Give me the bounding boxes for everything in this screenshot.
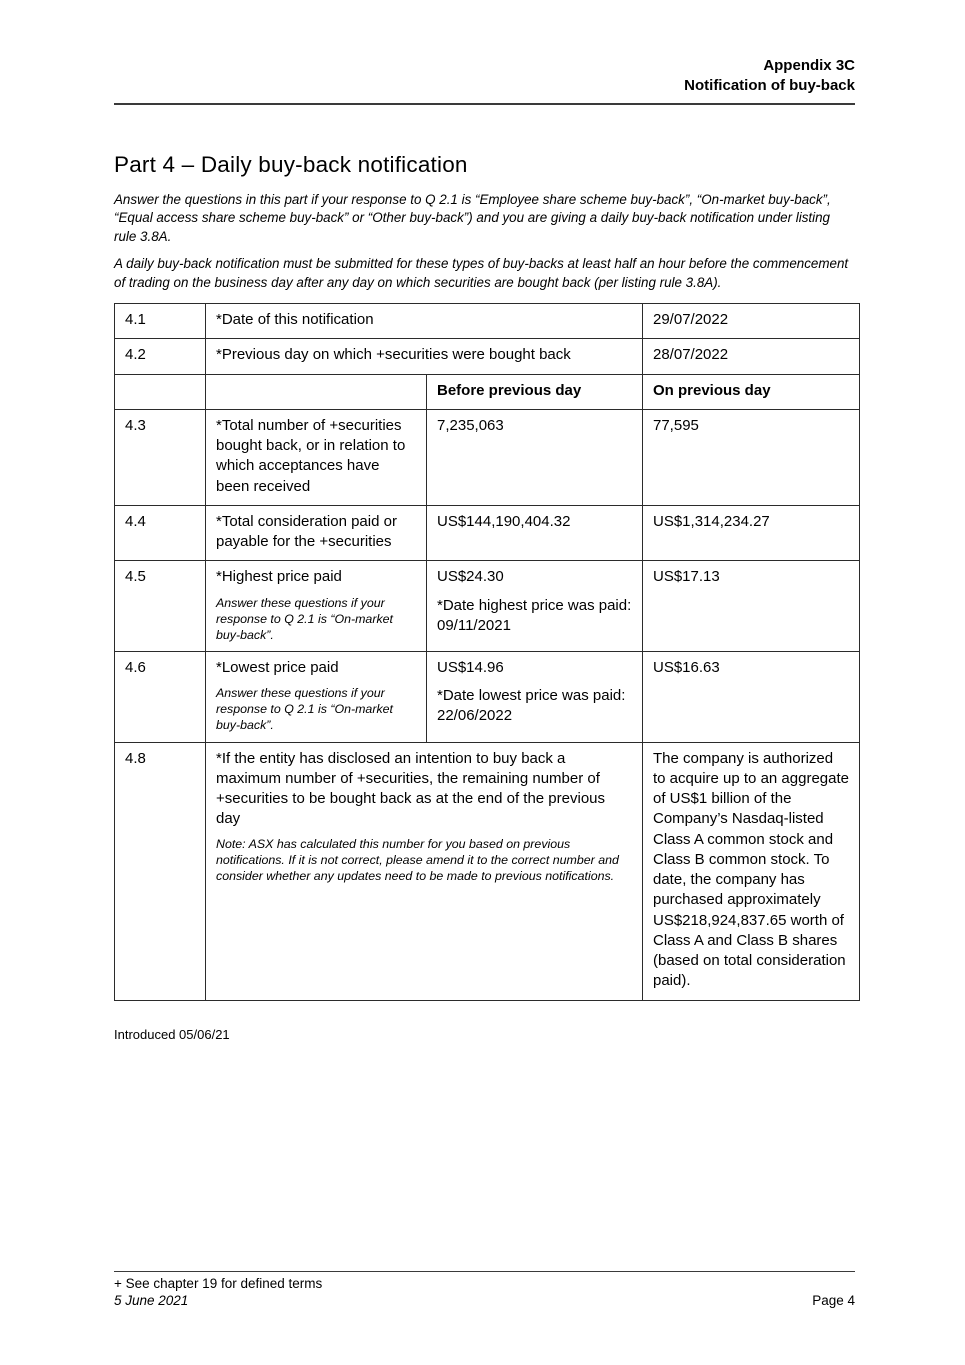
value-4-2: 28/07/2022 — [643, 339, 860, 374]
table-row-4-6 — [115, 651, 860, 742]
introduced-note: Introduced 05/06/21 — [114, 1026, 230, 1042]
intro-paragraph-2: A daily buy-back notification must be submitted for these types of buy-backs at least half an hour before the commencement of trading on the business day after any day on which securities are bought back (per listing rule 3.8A). — [114, 256, 849, 290]
value-4-1: 29/07/2022 — [643, 304, 860, 339]
value-4-6-on: US$16.63 — [643, 651, 860, 742]
item-number-4-8: 4.8 — [115, 742, 206, 1000]
header-empty-cell-2 — [206, 374, 427, 409]
table-row-4-3 — [115, 409, 860, 505]
value-4-6-before-price: US$14.96 — [437, 658, 504, 676]
header-divider — [114, 103, 855, 105]
table-row-4-4 — [115, 505, 860, 561]
page-content — [114, 0, 855, 1042]
question-4-6-note: Answer these questions if your response to Q 2.1 is “On-market buy-back”. — [216, 686, 393, 733]
footer-page-number: Page 4 — [812, 1293, 855, 1309]
question-4-4: *Total consideration paid or payable for the +securities — [206, 505, 427, 561]
question-4-3: *Total number of +securities bought back, or in relation to which acceptances have been received — [206, 409, 427, 505]
question-4-6-label: *Lowest price paid — [216, 658, 339, 676]
document-subtitle: Notification of buy-back — [684, 76, 855, 94]
item-number-4-5: 4.5 — [115, 561, 206, 652]
question-4-2: *Previous day on which +securities were bought back — [206, 339, 643, 374]
intro-paragraphs — [114, 191, 855, 293]
column-header-before-previous-day: Before previous day — [427, 374, 643, 409]
value-4-4-on: US$1,314,234.27 — [643, 505, 860, 561]
question-4-5-label: *Highest price paid — [216, 568, 342, 586]
question-4-8-note: Note: ASX has calculated this number for you based on previous notifications. If it is not correct, please amend it to the correct number and consider whether any updates need to be made to previous notifications. — [216, 836, 619, 884]
value-4-8-answer: The company is authorized to acquire up to an aggregate of US$1 billion of the Company’s Nasdaq-listed Class A common stock and Class B common stock. To date, the company has purchased approximately US$218,924,837.65 worth of Class A and Class B shares (based on total consideration paid). — [643, 742, 860, 1000]
table-row-4-1 — [115, 304, 860, 339]
item-number-4-3: 4.3 — [115, 409, 206, 505]
intro-paragraph-1: Answer the questions in this part if your response to Q 2.1 is “Employee share scheme buy-back”, “On-market buy-back”, “Equal access share scheme buy-back” or “Other buy-back”) and you are giving a daily buy-back notification under listing rule 3.8A. — [114, 191, 831, 244]
footer-row — [114, 1292, 855, 1309]
table-row-4-5 — [115, 561, 860, 652]
item-number-4-1: 4.1 — [115, 304, 206, 339]
header-empty-cell-1 — [115, 374, 206, 409]
item-number-4-2: 4.2 — [115, 339, 206, 374]
column-header-on-previous-day: On previous day — [643, 374, 860, 409]
value-4-6-before-date: *Date lowest price was paid: 22/06/2022 — [437, 687, 626, 725]
value-4-3-before: 7,235,063 — [427, 409, 643, 505]
page-title: Part 4 – Daily buy-back notification — [114, 151, 468, 177]
value-4-5-before-date: *Date highest price was paid: 09/11/2021 — [437, 596, 632, 634]
table-row-4-2 — [115, 339, 860, 374]
document-footer — [114, 1271, 855, 1310]
value-4-3-on: 77,595 — [643, 409, 860, 505]
footer-defined-terms: + See chapter 19 for defined terms — [114, 1276, 323, 1291]
table-column-header-row — [115, 374, 860, 409]
value-4-5-before — [427, 561, 643, 652]
appendix-label: Appendix 3C — [763, 57, 855, 74]
value-4-4-before: US$144,190,404.32 — [427, 505, 643, 561]
table-row-4-8 — [115, 742, 860, 1000]
question-4-5 — [206, 561, 427, 652]
question-4-6 — [206, 651, 427, 742]
question-4-8 — [206, 742, 643, 1000]
item-number-4-4: 4.4 — [115, 505, 206, 561]
item-number-4-6: 4.6 — [115, 651, 206, 742]
value-4-5-on: US$17.13 — [643, 561, 860, 652]
value-4-6-before — [427, 651, 643, 742]
value-4-5-before-price: US$24.30 — [437, 568, 504, 586]
footer-date: 5 June 2021 — [114, 1293, 189, 1309]
question-4-5-note: Answer these questions if your response to Q 2.1 is “On-market buy-back”. — [216, 595, 393, 642]
buyback-notification-table — [114, 303, 860, 1001]
question-4-8-label: *If the entity has disclosed an intention to buy back a maximum number of +securities, the remaining number of +securities to be bought back as at the end of the previous day — [216, 749, 606, 828]
question-4-1: *Date of this notification — [206, 304, 643, 339]
document-header — [114, 0, 855, 96]
